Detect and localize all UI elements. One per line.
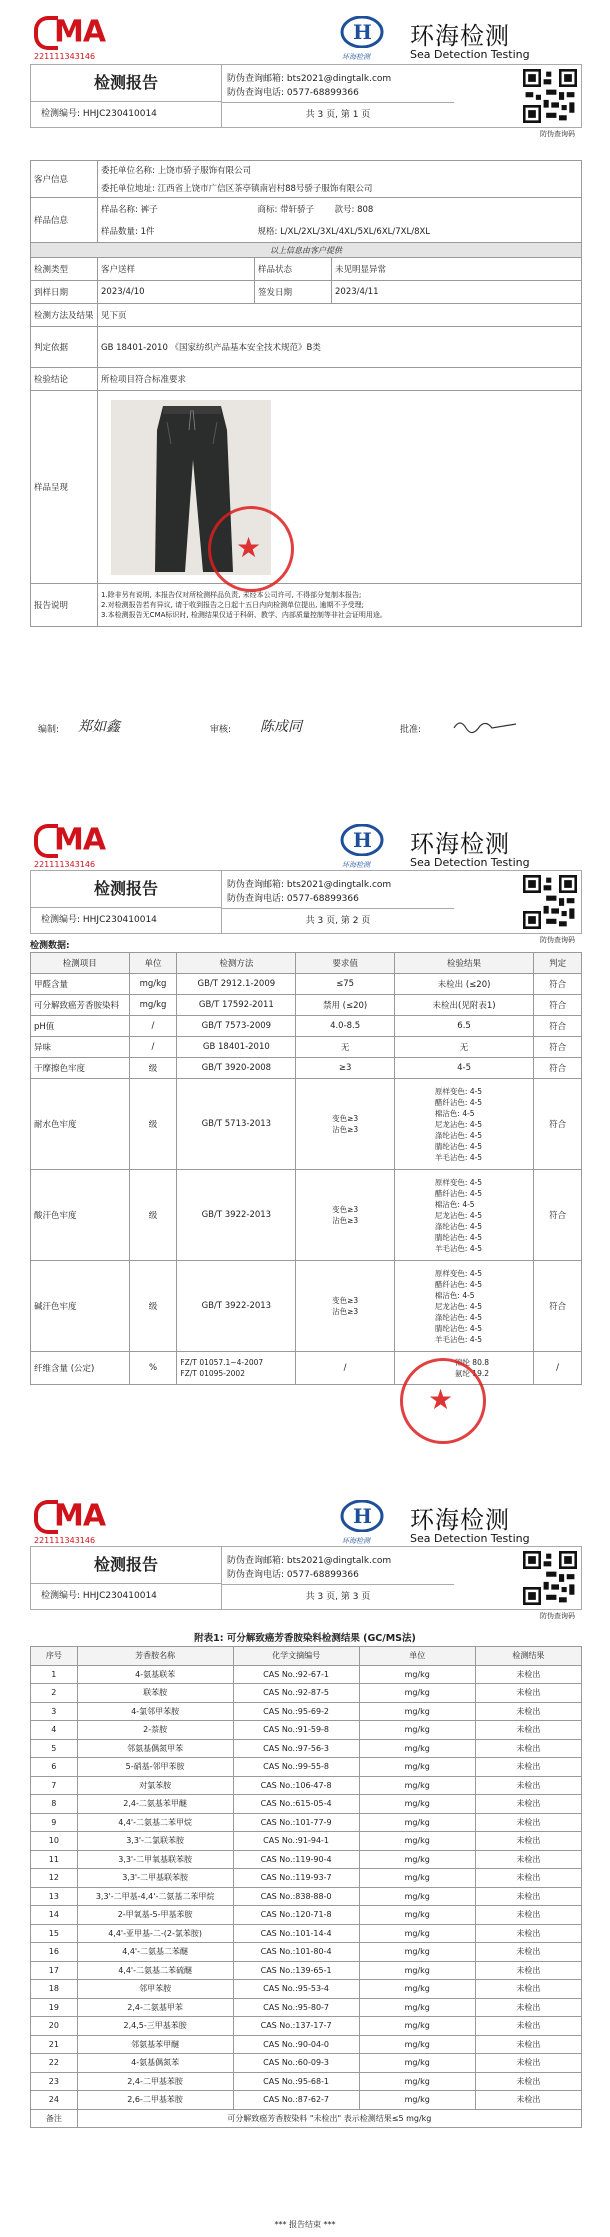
- table-cell: mg/kg: [129, 974, 177, 995]
- table-cell: 可分解致癌芳香胺染料 "未检出" 表示检测结果≤5 mg/kg: [77, 2109, 581, 2128]
- table-cell: CAS No.:101-77-9: [233, 1813, 359, 1832]
- table-cell: 4,4'-亚甲基-二-(2-氯苯胺): [77, 1924, 233, 1943]
- table-cell: 4,4'-二氨基二苯硫醚: [77, 1961, 233, 1980]
- page-count: 共 3 页, 第 1 页: [222, 102, 454, 128]
- table-row: [31, 1702, 582, 1721]
- table-cell: 18: [31, 1980, 78, 1999]
- table-cell: 6.5: [394, 1016, 533, 1037]
- table-cell: 无: [296, 1037, 395, 1058]
- table-cell: mg/kg: [359, 1665, 475, 1684]
- table-cell: 可分解致癌芳香胺染料: [31, 995, 130, 1016]
- table-cell: 未检出: [475, 2091, 581, 2110]
- table-cell: 未检出: [475, 1980, 581, 1999]
- table-cell: 符合: [534, 1058, 582, 1079]
- table-cell: CAS No.:139-65-1: [233, 1961, 359, 1980]
- client-info-table: 客户信息 委托单位名称: 上饶市骄子服饰有限公司 委托单位地址: 江西省上饶市广信区茶亭镇南岩村88号骄子服饰有限公司 样品信息 样品名称: 裤子 商标: 带轩骄子 款号: 808 样品数量: 1件 规格: L/XL/2XL/3XL/4XL/5XL/6XL/7XL/8XL 以上信息由客户提供 检测类型 客户送样 样品状态 未见明显异常 到样日期 2023/4/10 签发日期 2023/4/11 检测方法及结果 见下页 判定依据 GB 18401-2010 《国家纺织产品基本安全技术规范》B类 检验结论 所检项目符合标准要求 样品呈现 ★ 报告说明 1.除非另有说明, 本报告仅对所检测样品负责, 未经本公司许可, 不得部分复制本报告; 2.对检测报告若有异议, 请于收到报告之日起十五日内向检测单位提出, 逾期不予受理; 3.本检测报告无CMA标识时, 检测结果仅适于科研、教学、内部质量控制等非社会证明用途。: [30, 160, 582, 627]
- verify-email: 防伪查询邮箱: bts2021@dingtalk.com: [227, 880, 392, 890]
- table-cell: 符合: [534, 1079, 582, 1170]
- table-cell: 未检出: [475, 1795, 581, 1814]
- table-cell: /: [296, 1352, 395, 1385]
- table-row: [31, 1943, 582, 1962]
- sig-review-label: 审核:: [210, 725, 232, 735]
- table-cell: 4: [31, 1721, 78, 1740]
- table-cell: mg/kg: [359, 1776, 475, 1795]
- table-cell: 3,3'-二甲氧基联苯胺: [77, 1850, 233, 1869]
- table-cell: GB 18401-2010: [177, 1037, 296, 1058]
- table-cell: mg/kg: [359, 1943, 475, 1962]
- table-cell: 碱汗色牢度: [31, 1261, 130, 1352]
- sig-approve-label: 批准:: [400, 725, 422, 735]
- table-cell: 未检出: [475, 1665, 581, 1684]
- table-row: [31, 2072, 582, 2091]
- page-count: 共 3 页, 第 2 页: [222, 908, 454, 934]
- brand-name-cn: 环海检测: [410, 22, 510, 50]
- table-cell: 未检出: [475, 1702, 581, 1721]
- report-number: 检测编号: HHJC230410014: [31, 1584, 222, 1609]
- table-cell: /: [129, 1016, 177, 1037]
- table-cell: 未检出: [475, 1887, 581, 1906]
- table-cell: 级: [129, 1079, 177, 1170]
- company-logo-icon: [340, 1500, 384, 1532]
- table-cell: mg/kg: [359, 1961, 475, 1980]
- table-cell: 2,4-二甲基苯胺: [77, 2072, 233, 2091]
- column-header: 要求值: [296, 953, 395, 974]
- table-cell: mg/kg: [359, 2054, 475, 2073]
- table-cell: mg/kg: [359, 1980, 475, 1999]
- table-cell: 3,3'-二甲基-4,4'-二氨基二苯甲烷: [77, 1887, 233, 1906]
- cma-logo: MA 221111343146: [34, 16, 110, 61]
- table-cell: 24: [31, 2091, 78, 2110]
- report-page-3: [0, 1484, 610, 2237]
- column-header: 芳香胺名称: [77, 1647, 233, 1666]
- table-cell: 未检出 (≤20): [394, 974, 533, 995]
- table-cell: 未检出: [475, 2072, 581, 2091]
- table-cell: 符合: [534, 974, 582, 995]
- table-cell: GB/T 3922-2013: [177, 1170, 296, 1261]
- table-row: [31, 1684, 582, 1703]
- table-cell: 21: [31, 2035, 78, 2054]
- table-cell: 4.0-8.5: [296, 1016, 395, 1037]
- table-cell: 联苯胺: [77, 1684, 233, 1703]
- table-cell: 未检出: [475, 1943, 581, 1962]
- report-number: 检测编号: HHJC230410014: [31, 908, 222, 933]
- table-cell: 对氯苯胺: [77, 1776, 233, 1795]
- table-row: [31, 2017, 582, 2036]
- table-cell: 16: [31, 1943, 78, 1962]
- qr-code-icon[interactable]: [523, 1551, 577, 1605]
- table-cell: 2: [31, 1684, 78, 1703]
- table-cell: 11: [31, 1850, 78, 1869]
- verify-email: 防伪查询邮箱: bts2021@dingtalk.com: [227, 74, 392, 84]
- table-cell: 纤维含量 (公定): [31, 1352, 130, 1385]
- report-header: 检测报告 检测编号: HHJC230410014 防伪查询邮箱: bts2021@dingtalk.com 防伪查询电话: 0577-68899366 共 3 页, 第 3 页 防伪查询码: [30, 1546, 582, 1610]
- table-cell: mg/kg: [129, 995, 177, 1016]
- table-cell: 2,6-二甲基苯胺: [77, 2091, 233, 2110]
- table-cell: 3,3'-二氯联苯胺: [77, 1832, 233, 1851]
- table-cell: mg/kg: [359, 1758, 475, 1777]
- table-cell: 耐水色牢度: [31, 1079, 130, 1170]
- table-cell: 2,4-二氨基苯甲醚: [77, 1795, 233, 1814]
- report-header: 检测报告 检测编号: HHJC230410014 防伪查询邮箱: bts2021@dingtalk.com 防伪查询电话: 0577-68899366 共 3 页, 第 1 页 防伪查询码: [30, 64, 582, 128]
- table-cell: 符合: [534, 1170, 582, 1261]
- table-cell: 未检出(见附表1): [394, 995, 533, 1016]
- table-row: [31, 1016, 582, 1037]
- table-cell: 符合: [534, 1261, 582, 1352]
- table-cell: 未检出: [475, 1776, 581, 1795]
- table-cell: ≤75: [296, 974, 395, 995]
- table-cell: 邻甲苯胺: [77, 1980, 233, 1999]
- table-cell: 未检出: [475, 1832, 581, 1851]
- verify-phone: 防伪查询电话: 0577-68899366: [227, 88, 359, 98]
- table-row: [31, 1079, 582, 1170]
- table-cell: CAS No.:95-69-2: [233, 1702, 359, 1721]
- table-cell: mg/kg: [359, 2035, 475, 2054]
- table-cell: mg/kg: [359, 1795, 475, 1814]
- table-row: [31, 1037, 582, 1058]
- table-cell: 7: [31, 1776, 78, 1795]
- table-cell: 未检出: [475, 2017, 581, 2036]
- table-cell: 12: [31, 1869, 78, 1888]
- table-cell: CAS No.:95-80-7: [233, 1998, 359, 2017]
- table-row: [31, 1832, 582, 1851]
- table-row: [31, 2091, 582, 2110]
- table-row: [31, 1721, 582, 1740]
- table-cell: 邻氨基偶氮甲苯: [77, 1739, 233, 1758]
- table-remark-row: [31, 2109, 582, 2128]
- reviewer-signature: 陈成同: [260, 719, 302, 735]
- column-header: 检测结果: [475, 1647, 581, 1666]
- table-cell: CAS No.:615-05-4: [233, 1795, 359, 1814]
- table-cell: mg/kg: [359, 1684, 475, 1703]
- company-logo-icon: [340, 824, 384, 856]
- table-cell: mg/kg: [359, 1850, 475, 1869]
- table-row: [31, 1980, 582, 1999]
- approver-signature: [450, 716, 520, 734]
- report-end: *** 报告结束 ***: [274, 2220, 336, 2229]
- cma-logo: MA 221111343146: [34, 1498, 106, 1545]
- table-cell: 5: [31, 1739, 78, 1758]
- table-row: [31, 1739, 582, 1758]
- report-title: 检测报告: [31, 65, 222, 102]
- column-header: 序号: [31, 1647, 78, 1666]
- table-cell: mg/kg: [359, 1813, 475, 1832]
- table-cell: CAS No.:95-53-4: [233, 1980, 359, 1999]
- qr-code-icon[interactable]: [523, 875, 577, 929]
- column-header: 判定: [534, 953, 582, 974]
- table-cell: 14: [31, 1906, 78, 1925]
- report-title: 检测报告: [31, 1547, 222, 1584]
- table-cell: mg/kg: [359, 1998, 475, 2017]
- verify-phone: 防伪查询电话: 0577-68899366: [227, 894, 359, 904]
- table-cell: 未检出: [475, 1998, 581, 2017]
- table-cell: CAS No.:92-67-1: [233, 1665, 359, 1684]
- table-cell: 未检出: [475, 1906, 581, 1925]
- table-cell: 3: [31, 1702, 78, 1721]
- table-cell: 干摩擦色牢度: [31, 1058, 130, 1079]
- table-cell: CAS No.:87-62-7: [233, 2091, 359, 2110]
- table-cell: 23: [31, 2072, 78, 2091]
- column-header: 检测项目: [31, 953, 130, 974]
- table-cell: CAS No.:106-47-8: [233, 1776, 359, 1795]
- table-cell: mg/kg: [359, 1924, 475, 1943]
- table-row: [31, 1170, 582, 1261]
- table-cell: 20: [31, 2017, 78, 2036]
- table-cell: 符合: [534, 1037, 582, 1058]
- table-row: [31, 1665, 582, 1684]
- column-header: 化学文摘编号: [233, 1647, 359, 1666]
- table-cell: 原样变色: 4-5 醋纤沾色: 4-5 棉沾色: 4-5 尼龙沾色: 4-5 涤纶沾色: 4-5 腈纶沾色: 4-5 羊毛沾色: 4-5: [394, 1261, 533, 1352]
- table-cell: 1: [31, 1665, 78, 1684]
- table-cell: 未检出: [475, 1721, 581, 1740]
- compiler-signature: 郑如鑫: [78, 719, 120, 735]
- table-cell: 4-氯邻甲苯胺: [77, 1702, 233, 1721]
- table-cell: mg/kg: [359, 1702, 475, 1721]
- table-row: [31, 1813, 582, 1832]
- table-row: [31, 1776, 582, 1795]
- table-cell: GB/T 3920-2008: [177, 1058, 296, 1079]
- column-header: 检测方法: [177, 953, 296, 974]
- column-header: 单位: [359, 1647, 475, 1666]
- table-cell: 变色≥3 沾色≥3: [296, 1261, 395, 1352]
- table-row: [31, 1887, 582, 1906]
- table-cell: CAS No.:97-56-3: [233, 1739, 359, 1758]
- table-cell: 3,3'-二甲基联苯胺: [77, 1869, 233, 1888]
- table-cell: mg/kg: [359, 2017, 475, 2036]
- table-cell: 4-氨基偶氮苯: [77, 2054, 233, 2073]
- table-cell: 异味: [31, 1037, 130, 1058]
- table-cell: 17: [31, 1961, 78, 1980]
- table-cell: 符合: [534, 1016, 582, 1037]
- table-cell: 19: [31, 1998, 78, 2017]
- table-cell: 2,4-二氨基甲苯: [77, 1998, 233, 2017]
- table-cell: CAS No.:119-93-7: [233, 1869, 359, 1888]
- table-cell: CAS No.:137-17-7: [233, 2017, 359, 2036]
- brand-name-en: Sea Detection Testing: [410, 48, 530, 61]
- table-row: [31, 1906, 582, 1925]
- table-cell: 6: [31, 1758, 78, 1777]
- table-cell: 4-5: [394, 1058, 533, 1079]
- table-cell: mg/kg: [359, 1832, 475, 1851]
- table-row: [31, 1961, 582, 1980]
- table-cell: CAS No.:101-80-4: [233, 1943, 359, 1962]
- table-cell: mg/kg: [359, 1869, 475, 1888]
- test-data-table: [30, 952, 582, 1385]
- remark-3: 3.本检测报告无CMA标识时, 检测结果仅适于科研、教学、内部质量控制等非社会证明用途。: [101, 611, 387, 619]
- table-cell: GB/T 7573-2009: [177, 1016, 296, 1037]
- report-number: 检测编号: HHJC230410014: [31, 102, 222, 127]
- table-cell: 禁用 (≤20): [296, 995, 395, 1016]
- qr-code-icon[interactable]: [523, 69, 577, 123]
- table-cell: CAS No.:60-09-3: [233, 2054, 359, 2073]
- table-cell: pH值: [31, 1016, 130, 1037]
- table-row: [31, 995, 582, 1016]
- table-header-row: [31, 1647, 582, 1666]
- table-cell: 22: [31, 2054, 78, 2073]
- verify-email: 防伪查询邮箱: bts2021@dingtalk.com: [227, 1556, 392, 1566]
- brand-logo: H 环海检测 环海检测 Sea Detection Testing: [340, 822, 590, 872]
- table-cell: 15: [31, 1924, 78, 1943]
- table-cell: 原样变色: 4-5 醋纤沾色: 4-5 棉沾色: 4-5 尼龙沾色: 4-5 涤纶沾色: 4-5 腈纶沾色: 4-5 羊毛沾色: 4-5: [394, 1170, 533, 1261]
- table-cell: 变色≥3 沾色≥3: [296, 1170, 395, 1261]
- table-cell: 4,4'-二氨基二苯甲烷: [77, 1813, 233, 1832]
- table-cell: 级: [129, 1170, 177, 1261]
- table-cell: /: [534, 1352, 582, 1385]
- table-cell: /: [129, 1037, 177, 1058]
- table-cell: 未检出: [475, 1869, 581, 1888]
- brand-logo: H 环海检测 环海检测 Sea Detection Testing: [340, 14, 590, 64]
- table-row: [31, 1058, 582, 1079]
- table-row: [31, 1261, 582, 1352]
- column-header: 单位: [129, 953, 177, 974]
- table-row: [31, 974, 582, 995]
- table-cell: CAS No.:95-68-1: [233, 2072, 359, 2091]
- column-header: 检验结果: [394, 953, 533, 974]
- table-cell: CAS No.:92-87-5: [233, 1684, 359, 1703]
- table-cell: CAS No.:90-04-0: [233, 2035, 359, 2054]
- table-cell: 2-萘胺: [77, 1721, 233, 1740]
- table-cell: 未检出: [475, 1961, 581, 1980]
- table-cell: CAS No.:91-59-8: [233, 1721, 359, 1740]
- table-cell: 8: [31, 1795, 78, 1814]
- table-cell: 2-甲氧基-5-甲基苯胺: [77, 1906, 233, 1925]
- table-cell: CAS No.:120-71-8: [233, 1906, 359, 1925]
- table-row: [31, 1869, 582, 1888]
- table-cell: 2,4,5-三甲基苯胺: [77, 2017, 233, 2036]
- table-cell: 10: [31, 1832, 78, 1851]
- table-cell: 原样变色: 4-5 醋纤沾色: 4-5 棉沾色: 4-5 尼龙沾色: 4-5 涤纶沾色: 4-5 腈纶沾色: 4-5 羊毛沾色: 4-5: [394, 1079, 533, 1170]
- table-cell: mg/kg: [359, 1906, 475, 1925]
- cma-logo: MA 221111343146: [34, 822, 106, 869]
- table-cell: ≥3: [296, 1058, 395, 1079]
- table-cell: 未检出: [475, 2054, 581, 2073]
- table-cell: mg/kg: [359, 2091, 475, 2110]
- cma-number: 221111343146: [34, 52, 96, 61]
- section-title: 检测数据:: [30, 941, 70, 951]
- table-cell: CAS No.:838-88-0: [233, 1887, 359, 1906]
- table-row: [31, 1850, 582, 1869]
- table-cell: mg/kg: [359, 1887, 475, 1906]
- table-cell: 4-氨基联苯: [77, 1665, 233, 1684]
- table-cell: CAS No.:99-55-8: [233, 1758, 359, 1777]
- table-cell: 未检出: [475, 1850, 581, 1869]
- table-cell: 甲醛含量: [31, 974, 130, 995]
- table-cell: 变色≥3 沾色≥3: [296, 1079, 395, 1170]
- table-row: [31, 1998, 582, 2017]
- table-cell: GB/T 2912.1-2009: [177, 974, 296, 995]
- table-cell: 未检出: [475, 1684, 581, 1703]
- company-stamp: ★: [208, 506, 294, 592]
- table-row: [31, 1758, 582, 1777]
- page-count: 共 3 页, 第 3 页: [222, 1584, 454, 1610]
- svg-text:H: H: [353, 828, 372, 852]
- sig-compile-label: 编制:: [38, 725, 60, 735]
- table-cell: GB/T 17592-2011: [177, 995, 296, 1016]
- company-stamp: ★: [400, 1358, 486, 1444]
- table-cell: 无: [394, 1037, 533, 1058]
- report-header: 检测报告 检测编号: HHJC230410014 防伪查询邮箱: bts2021@dingtalk.com 防伪查询电话: 0577-68899366 共 3 页, 第 2 页 防伪查询码: [30, 870, 582, 934]
- table-cell: mg/kg: [359, 2072, 475, 2091]
- table-cell: GB/T 3922-2013: [177, 1261, 296, 1352]
- table-cell: CAS No.:91-94-1: [233, 1832, 359, 1851]
- table-row: [31, 2035, 582, 2054]
- table-cell: 13: [31, 1887, 78, 1906]
- table-cell: mg/kg: [359, 1721, 475, 1740]
- table-cell: 级: [129, 1261, 177, 1352]
- verify-phone: 防伪查询电话: 0577-68899366: [227, 1570, 359, 1580]
- table-cell: 酸汗色牢度: [31, 1170, 130, 1261]
- table-cell: 未检出: [475, 1924, 581, 1943]
- table-cell: CAS No.:119-90-4: [233, 1850, 359, 1869]
- table-row: [31, 1924, 582, 1943]
- company-logo-icon: [340, 16, 384, 48]
- table-cell: 9: [31, 1813, 78, 1832]
- report-page-2: [0, 808, 610, 1463]
- table-cell: CAS No.:101-14-4: [233, 1924, 359, 1943]
- table-cell: 4,4'-二氨基二苯醚: [77, 1943, 233, 1962]
- table-cell: 未检出: [475, 1758, 581, 1777]
- table-cell: GB/T 5713-2013: [177, 1079, 296, 1170]
- table-cell: FZ/T 01057.1~4-2007 FZ/T 01095-2002: [177, 1352, 296, 1385]
- table-cell: 未检出: [475, 1813, 581, 1832]
- svg-text:H: H: [353, 20, 372, 44]
- table-cell: 级: [129, 1058, 177, 1079]
- brand-logo: H 环海检测 环海检测 Sea Detection Testing: [340, 1498, 590, 1548]
- table-cell: 邻氨基苯甲醚: [77, 2035, 233, 2054]
- table-row: [31, 2054, 582, 2073]
- svg-text:H: H: [353, 1504, 372, 1528]
- appendix-caption: 附表1: 可分解致癌芳香胺染料检测结果 (GC/MS法): [194, 1633, 416, 1644]
- report-page-1: [0, 0, 610, 760]
- table-row: [31, 1795, 582, 1814]
- table-cell: %: [129, 1352, 177, 1385]
- amine-table: [30, 1646, 582, 2128]
- table-cell: 符合: [534, 995, 582, 1016]
- table-row: [31, 1352, 582, 1385]
- table-cell: 未检出: [475, 2035, 581, 2054]
- table-cell: 锦纶 80.8 氨纶 19.2: [394, 1352, 533, 1385]
- table-cell: 备注: [31, 2109, 78, 2128]
- remark-1: 1.除非另有说明, 本报告仅对所检测样品负责, 未经本公司许可, 不得部分复制本报告;: [101, 591, 362, 599]
- table-cell: mg/kg: [359, 1739, 475, 1758]
- table-cell: 5-硝基-邻甲苯胺: [77, 1758, 233, 1777]
- remark-2: 2.对检测报告若有异议, 请于收到报告之日起十五日内向检测单位提出, 逾期不予受理;: [101, 601, 364, 609]
- report-title: 检测报告: [31, 871, 222, 908]
- table-cell: 未检出: [475, 1739, 581, 1758]
- table-header-row: [31, 953, 582, 974]
